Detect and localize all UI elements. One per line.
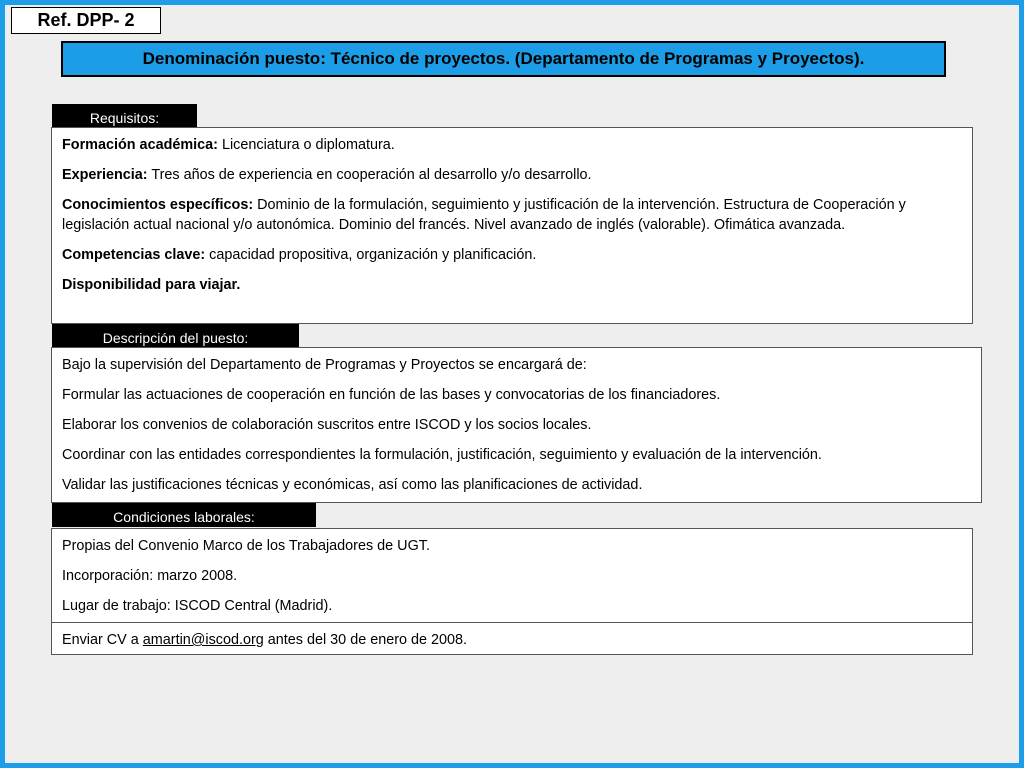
page-title: Denominación puesto: Técnico de proyectos. (Departamento de Programas y Proyectos).: [61, 41, 946, 77]
reference-box: Ref. DPP- 2: [11, 7, 161, 34]
formacion-label: Formación académica:: [62, 137, 218, 153]
competencias-line: [62, 245, 962, 265]
condiciones-item: Lugar de trabajo: ISCOD Central (Madrid).: [62, 598, 333, 614]
requisitos-box: [51, 127, 973, 324]
descripcion-item: Coordinar con las entidades correspondientes la formulación, justificación, seguimiento y evaluación de la intervención.: [62, 447, 822, 463]
envio-prefix: Enviar CV a: [62, 632, 143, 648]
competencias-label: Competencias clave:: [62, 247, 206, 263]
descripcion-item: Validar las justificaciones técnicas y económicas, así como las planificaciones de actividad.: [62, 477, 643, 493]
envio-suffix: antes del 30 de enero de 2008.: [263, 632, 468, 648]
descripcion-item: Formular las actuaciones de cooperación en función de las bases y convocatorias de los financiadores.: [62, 387, 721, 403]
condiciones-item: Incorporación: marzo 2008.: [62, 568, 238, 584]
descripcion-item: Elaborar los convenios de colaboración suscritos entre ISCOD y los socios locales.: [62, 417, 592, 433]
condiciones-box: [51, 528, 973, 623]
descripcion-item: Bajo la supervisión del Departamento de Programas y Proyectos se encargará de:: [62, 357, 587, 373]
conocimientos-line: [62, 195, 962, 235]
disponibilidad-text: Disponibilidad para viajar.: [62, 277, 241, 293]
condiciones-item: Propias del Convenio Marco de los Trabajadores de UGT.: [62, 538, 430, 554]
condiciones-label: Condiciones laborales:: [52, 503, 316, 527]
email-link[interactable]: amartin@iscod.org: [142, 632, 264, 648]
experiencia-label: Experiencia:: [62, 167, 148, 183]
disponibilidad-line: [62, 275, 962, 295]
formacion-line: [62, 135, 962, 155]
requisitos-label: Requisitos:: [52, 104, 197, 128]
envio-box: [51, 622, 973, 655]
experiencia-line: [62, 165, 962, 185]
conocimientos-text: Dominio de la formulación, seguimiento y justificación de la intervención. Estructura de Cooperación y legislación actual nacional y/o autonómica. Dominio del francés. Nivel avanzado de inglés (valorable). Ofimática avanzada.: [62, 197, 906, 233]
descripcion-box: [51, 347, 982, 503]
descripcion-label: Descripción del puesto:: [52, 324, 299, 348]
conocimientos-label: Conocimientos específicos:: [62, 197, 254, 213]
envio-line: [62, 630, 962, 650]
competencias-text: capacidad propositiva, organización y planificación.: [205, 247, 537, 263]
formacion-text: Licenciatura o diplomatura.: [217, 137, 395, 153]
experiencia-text: Tres años de experiencia en cooperación al desarrollo y/o desarrollo.: [147, 167, 592, 183]
